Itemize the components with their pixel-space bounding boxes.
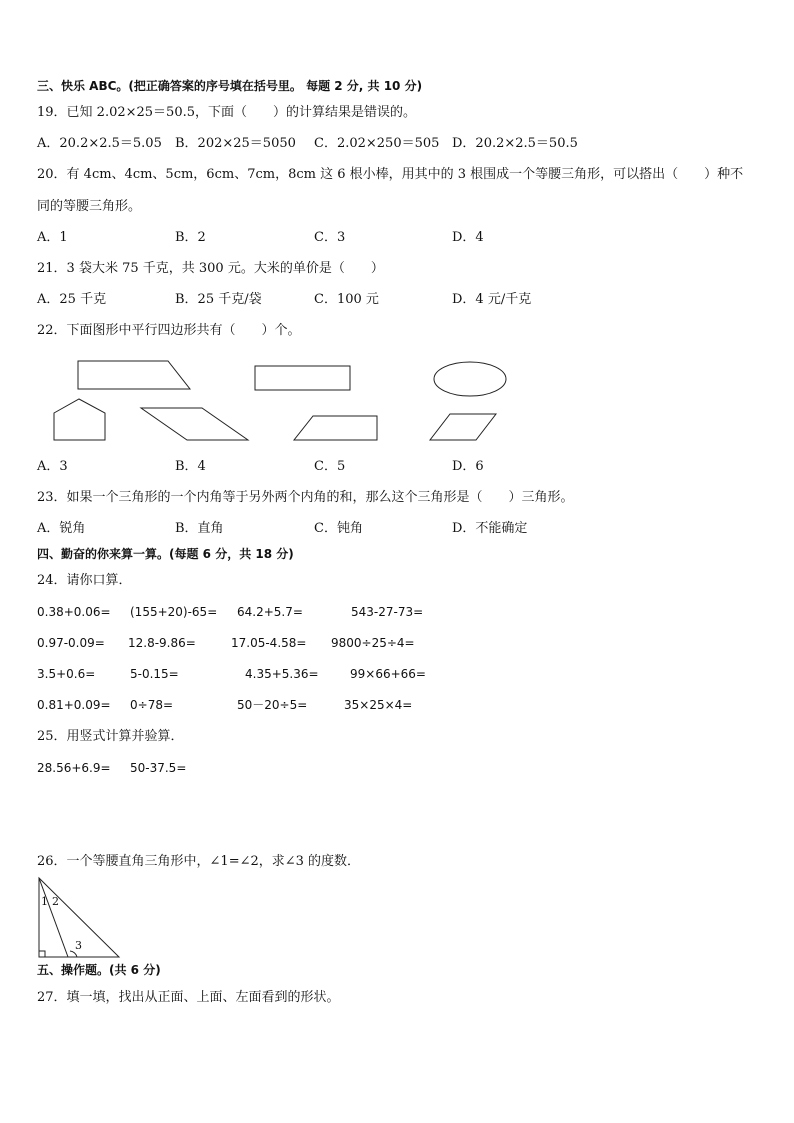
- trapezoid-shape: [294, 416, 377, 440]
- calc-item: 543-27-73=: [351, 605, 424, 619]
- q21-option-b[interactable]: B．25 千克/袋: [175, 292, 262, 307]
- q20-option-d[interactable]: D．4: [452, 230, 484, 245]
- question-20-stem-line1: 20．有 4cm、4cm、5cm，6cm、7cm，8cm 这 6 根小棒，用其中的 3 根围成一个等腰三角形，可以搭出（ ）种不: [37, 167, 744, 182]
- rectangle-shape: [255, 366, 350, 390]
- q22-option-b[interactable]: B．4: [175, 459, 206, 474]
- calc-item: 99×66+66=: [350, 667, 426, 681]
- question-27-stem: 27．填一填，找出从正面、上面、左面看到的形状。: [37, 990, 340, 1005]
- calc-item: 9800÷25÷4=: [331, 636, 415, 650]
- calc-item: 4.35+5.36=: [245, 667, 319, 681]
- question-23-stem: 23．如果一个三角形的一个内角等于另外两个内角的和，那么这个三角形是（ ）三角形。: [37, 490, 574, 505]
- question-20-stem-line2: 同的等腰三角形。: [37, 199, 142, 214]
- section-4-heading: 四、勤奋的你来算一算。(每题 6 分，共 18 分): [37, 547, 294, 561]
- calc-item: 50－20÷5=: [237, 698, 308, 712]
- question-19-stem: 19．已知 2.02×25＝50.5，下面（ ）的计算结果是错误的。: [37, 105, 416, 120]
- calc-item: 64.2+5.7=: [237, 605, 303, 619]
- q21-option-a[interactable]: A．25 千克: [37, 292, 107, 307]
- calc-item: 5-0.15=: [130, 667, 179, 681]
- q19-option-c[interactable]: C．2.02×250＝505: [314, 136, 440, 151]
- q21-option-d[interactable]: D．4 元/千克: [452, 292, 532, 307]
- angle-bisector-line: [39, 878, 68, 957]
- q19-option-d[interactable]: D．20.2×2.5＝50.5: [452, 136, 578, 151]
- calc-item: 0.81+0.09=: [37, 698, 111, 712]
- question-22-stem: 22．下面图形中平行四边形共有（ ）个。: [37, 323, 301, 338]
- angle-1-label: 1: [41, 895, 48, 908]
- parallelogram-shape-1: [141, 408, 248, 440]
- question-26-stem: 26．一个等腰直角三角形中，∠1=∠2，求∠3 的度数．: [37, 854, 361, 869]
- q19-option-b[interactable]: B．202×25＝5050: [175, 136, 296, 151]
- q21-option-c[interactable]: C．100 元: [314, 292, 379, 307]
- right-trapezoid-shape: [78, 361, 190, 389]
- section-3-heading: 三、快乐 ABC。(把正确答案的序号填在括号里。 每题 2 分, 共 10 分): [37, 79, 423, 93]
- ellipse-shape: [434, 362, 506, 396]
- vertical-calc-item: 28.56+6.9=: [37, 761, 111, 775]
- q22-option-d[interactable]: D．6: [452, 459, 484, 474]
- q23-option-b[interactable]: B．直角: [175, 521, 224, 536]
- calc-item: 0.38+0.06=: [37, 605, 111, 619]
- q20-option-b[interactable]: B．2: [175, 230, 206, 245]
- q20-option-a[interactable]: A．1: [37, 230, 68, 245]
- q22-option-c[interactable]: C．5: [314, 459, 346, 474]
- calc-item: 17.05-4.58=: [231, 636, 307, 650]
- vertical-calc-item: 50-37.5=: [130, 761, 187, 775]
- question-21-stem: 21．3 袋大米 75 千克，共 300 元。大米的单价是（ ）: [37, 261, 384, 276]
- q23-option-c[interactable]: C．钝角: [314, 521, 363, 536]
- question-24-stem: 24．请你口算．: [37, 573, 132, 588]
- calc-item: 35×25×4=: [344, 698, 413, 712]
- section-5-heading: 五、操作题。(共 6 分): [37, 963, 161, 977]
- calc-item: 0÷78=: [130, 698, 174, 712]
- pentagon-house-shape: [54, 399, 105, 440]
- calc-item: (155+20)-65=: [130, 605, 218, 619]
- q22-shapes-figure: [0, 355, 794, 455]
- q23-option-a[interactable]: A．锐角: [37, 521, 86, 536]
- angle-2-label: 2: [52, 895, 59, 908]
- right-triangle-figure: [0, 870, 120, 960]
- q22-option-a[interactable]: A．3: [37, 459, 68, 474]
- right-angle-mark: [39, 951, 45, 957]
- angle-3-label: 3: [75, 939, 82, 952]
- calc-item: 12.8-9.86=: [128, 636, 196, 650]
- q20-option-c[interactable]: C．3: [314, 230, 346, 245]
- parallelogram-shape-2: [430, 414, 496, 440]
- q19-option-a[interactable]: A．20.2×2.5＝5.05: [37, 136, 162, 151]
- question-25-stem: 25．用竖式计算并验算．: [37, 729, 184, 744]
- q23-option-d[interactable]: D．不能确定: [452, 521, 528, 536]
- calc-item: 3.5+0.6=: [37, 667, 96, 681]
- calc-item: 0.97-0.09=: [37, 636, 105, 650]
